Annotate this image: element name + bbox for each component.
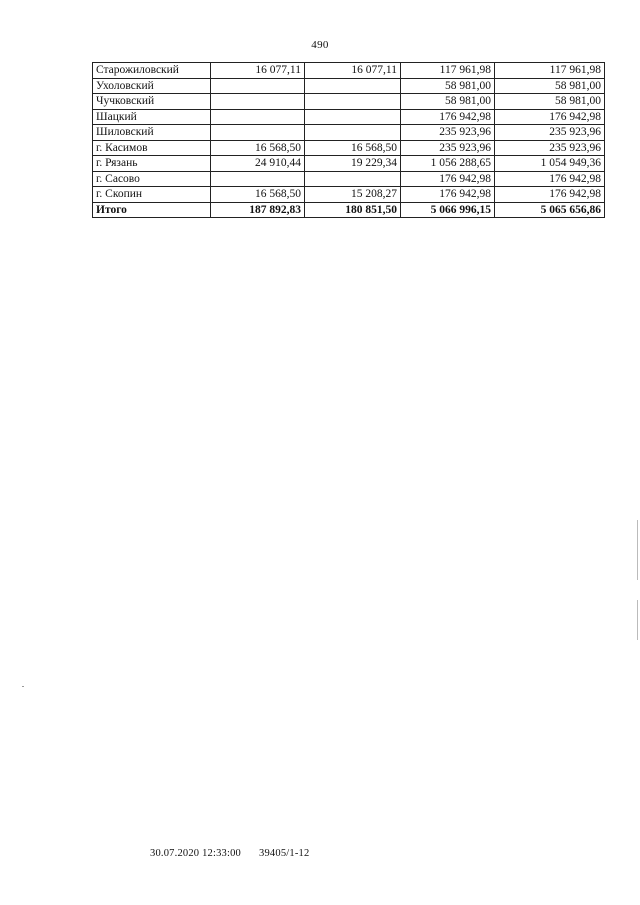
table-row xyxy=(93,109,605,125)
value-cell: 1 056 288,65 xyxy=(401,156,495,172)
value-cell: 117 961,98 xyxy=(401,63,495,79)
total-value-cell: 180 851,50 xyxy=(305,202,401,218)
scan-edge-mark xyxy=(637,520,638,580)
value-cell: 58 981,00 xyxy=(495,78,605,94)
table-row xyxy=(93,187,605,203)
row-name-cell: Шацкий xyxy=(93,109,211,125)
total-value-cell: 5 066 996,15 xyxy=(401,202,495,218)
value-cell: 176 942,98 xyxy=(495,109,605,125)
row-name-cell: Старожиловский xyxy=(93,63,211,79)
scan-speck xyxy=(22,686,24,687)
value-cell xyxy=(211,171,305,187)
value-cell: 58 981,00 xyxy=(401,94,495,110)
footer-stamp xyxy=(150,848,309,859)
value-cell xyxy=(211,125,305,141)
footer-doc-id: 39405/1-12 xyxy=(259,848,310,859)
value-cell: 176 942,98 xyxy=(495,171,605,187)
value-cell: 117 961,98 xyxy=(495,63,605,79)
value-cell xyxy=(211,94,305,110)
value-cell: 19 229,34 xyxy=(305,156,401,172)
total-value-cell: 187 892,83 xyxy=(211,202,305,218)
value-cell: 16 077,11 xyxy=(305,63,401,79)
page-number: 490 xyxy=(311,39,329,51)
table-row xyxy=(93,78,605,94)
row-name-cell: г. Скопин xyxy=(93,187,211,203)
value-cell xyxy=(305,125,401,141)
row-name-cell: Чучковский xyxy=(93,94,211,110)
row-name-cell: г. Сасово xyxy=(93,171,211,187)
value-cell xyxy=(211,109,305,125)
value-cell: 58 981,00 xyxy=(495,94,605,110)
value-cell: 16 568,50 xyxy=(305,140,401,156)
value-cell: 235 923,96 xyxy=(401,125,495,141)
table-row xyxy=(93,125,605,141)
value-cell xyxy=(211,78,305,94)
value-cell: 16 077,11 xyxy=(211,63,305,79)
table-body xyxy=(93,63,605,218)
value-cell: 1 054 949,36 xyxy=(495,156,605,172)
value-cell xyxy=(305,78,401,94)
table-row xyxy=(93,171,605,187)
value-cell: 235 923,96 xyxy=(495,125,605,141)
row-name-cell: г. Касимов xyxy=(93,140,211,156)
total-label-cell: Итого xyxy=(93,202,211,218)
value-cell: 235 923,96 xyxy=(401,140,495,156)
row-name-cell: Ухоловский xyxy=(93,78,211,94)
value-cell xyxy=(305,171,401,187)
value-cell: 176 942,98 xyxy=(401,171,495,187)
row-name-cell: Шиловский xyxy=(93,125,211,141)
footer-datetime: 30.07.2020 12:33:00 xyxy=(150,848,242,859)
value-cell xyxy=(305,94,401,110)
table-row xyxy=(93,140,605,156)
total-row xyxy=(93,202,605,218)
data-table xyxy=(92,62,605,218)
value-cell: 235 923,96 xyxy=(495,140,605,156)
table-row xyxy=(93,94,605,110)
total-value-cell: 5 065 656,86 xyxy=(495,202,605,218)
value-cell xyxy=(305,109,401,125)
value-cell: 176 942,98 xyxy=(495,187,605,203)
value-cell: 15 208,27 xyxy=(305,187,401,203)
row-name-cell: г. Рязань xyxy=(93,156,211,172)
scan-edge-mark xyxy=(637,600,638,640)
value-cell: 58 981,00 xyxy=(401,78,495,94)
value-cell: 16 568,50 xyxy=(211,140,305,156)
value-cell: 24 910,44 xyxy=(211,156,305,172)
table-row xyxy=(93,63,605,79)
value-cell: 176 942,98 xyxy=(401,109,495,125)
value-cell: 176 942,98 xyxy=(401,187,495,203)
table-row xyxy=(93,156,605,172)
value-cell: 16 568,50 xyxy=(211,187,305,203)
